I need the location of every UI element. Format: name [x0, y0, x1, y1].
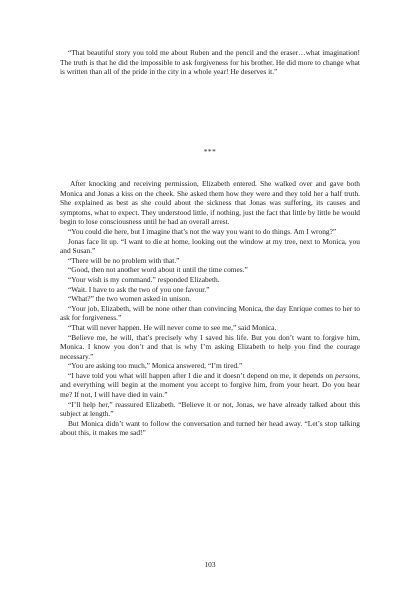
paragraph: “There will be no problem with that.” — [68, 255, 180, 265]
opening-text — [60, 48, 360, 77]
paragraph: “Your wish is my command.” responded Elizabeth. — [68, 274, 220, 284]
paragraph: “I’ll help her,” reassured Elizabeth. “Believe it or not, Jonas, we have already talked about this subject at length.” — [60, 399, 360, 419]
emphasis-text: persons — [335, 370, 359, 380]
page-number: 103 — [204, 560, 216, 569]
paragraph: “Believe me, he will, that’s precisely why I saved his life. But you don’t want to forgive him, Monica. I know you don’t and that is why I’m asking Elizabeth to help you find the courage necessary.” — [60, 332, 360, 361]
section-separator: *** — [203, 147, 217, 156]
text-run: “I have told you what will happen after I die and it doesn’t depend on me, it depends on — [68, 370, 336, 380]
paragraph: “That will never happen. He will never come to see me,” said Monica. — [68, 322, 277, 332]
paragraph: “Your job, Elizabeth, will be none other than convincing Monica, the day Enrique comes to her to ask for forgiveness.” — [60, 303, 360, 323]
paragraph: “Wait. I have to ask the two of you one favour.” — [68, 284, 210, 294]
paragraph: “Good, then not another word about it until the time comes.” — [68, 265, 248, 275]
paragraph-persons — [60, 371, 360, 400]
opening-paragraph: “That beautiful story you told me about Ruben and the pencil and the eraser…what imagination! The truth is that he did the impossible to ask forgiveness for his brother. He did more to change what is written than all of the pride in the city in a whole year! He deserves it.” — [60, 48, 360, 77]
paragraph: But Monica didn’t want to follow the conversation and turned her head away. “Let’s stop talking about this, it makes me sad!” — [60, 418, 360, 438]
text-run: , and everything will begin at the moment you accept to forgive him, from your heart. Do you hear me? If not, I will have died in vain.” — [60, 370, 360, 400]
paragraph: Jonas face lit up. “I want to die at home, looking out the window at my tree, next to Monica, you and Susan.” — [60, 236, 360, 256]
paragraph: “You are asking too much,” Monica answered, “I’m tired.” — [68, 361, 243, 371]
paragraph: “You could die here, but I imagine that’s not the way you want to do things. Am I wrong?” — [68, 226, 337, 236]
paragraph: “What?” the two women asked in unison. — [68, 294, 191, 304]
paragraph: After knocking and receiving permission, Elizabeth entered. She walked over and gave both Monica and Jonas a kiss on the cheek. She asked them how they were and they told her a half truth. She explained as best as she could about the sickness that Jonas was suffering, its causes and symptoms, what to expect. They understood little, if nothing, just the fact that little by little he would begin to lose consciousness until he had an overall arrest. — [60, 179, 360, 227]
main-text — [60, 179, 360, 438]
